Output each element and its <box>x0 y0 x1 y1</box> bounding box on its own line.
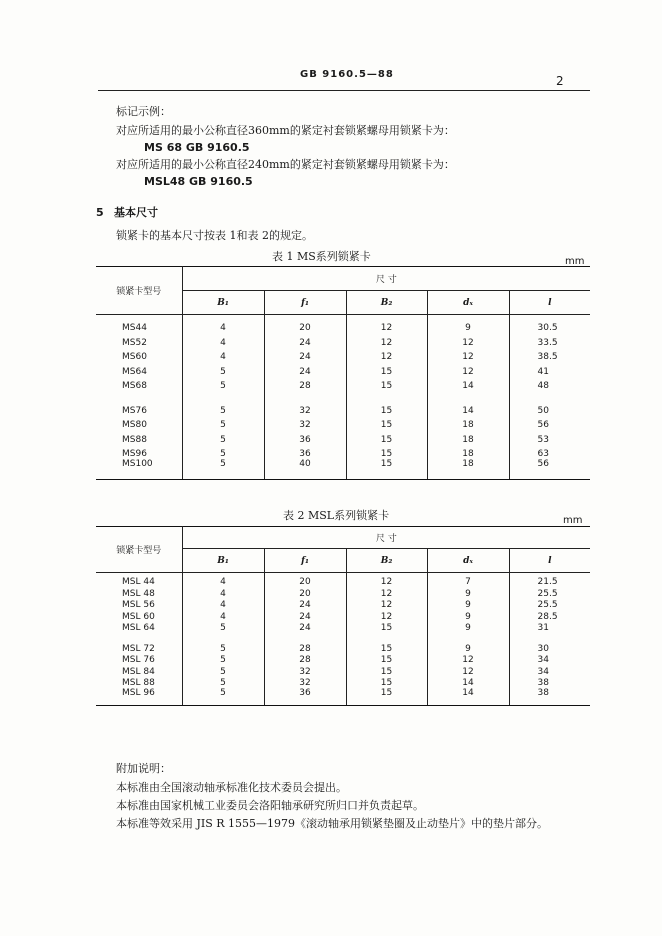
cell-b1: 4 <box>182 333 264 348</box>
cell-f1: 28 <box>264 633 346 654</box>
table1 <box>96 266 590 480</box>
cell-b1: 5 <box>182 688 264 706</box>
cell-l: 63 <box>537 449 549 459</box>
cell-l: 38 <box>509 688 590 706</box>
table1-model-header: 锁紧卡型号 <box>96 267 182 315</box>
table2-col-b1: B₁ <box>182 549 264 573</box>
cell-b1: 5 <box>182 362 264 377</box>
notes-line-1: 本标准由全国滚动轴承标准化技术委员会提出。 <box>116 781 347 794</box>
table2-unit: mm <box>563 515 583 526</box>
cell-b2: 12 <box>346 587 427 599</box>
cell-l: 30 <box>537 643 549 654</box>
cell-b2: 15 <box>346 633 427 654</box>
cell-model: MSL 44 <box>96 573 182 588</box>
cell-b2: 15 <box>346 654 427 666</box>
cell-b1: 5 <box>182 377 264 392</box>
cell-b1: 5 <box>182 416 264 431</box>
cell-f1: 24 <box>264 610 346 622</box>
cell-f1: 20 <box>264 315 346 334</box>
standard-code: GB 9160.5—88 <box>300 69 394 80</box>
cell-l: 56 <box>509 459 590 480</box>
example-mark-1: MS 68 GB 9160.5 <box>144 141 250 154</box>
notes-line-3: 本标准等效采用 JIS R 1555—1979《滚动轴承用锁紧垫圈及止动垫片》中的垫片部分。 <box>116 817 549 830</box>
cell-dx: 14 <box>427 391 509 416</box>
table-row <box>96 362 590 377</box>
cell-l: 48 <box>537 381 549 391</box>
table1-col-f1: f₁ <box>264 291 346 315</box>
cell-model: MS80 <box>96 416 182 431</box>
cell-dx: 18 <box>427 416 509 431</box>
cell-dx: 9 <box>427 599 509 611</box>
cell-dx: 18 <box>427 430 509 445</box>
cell-b2: 15 <box>346 459 427 480</box>
cell-b2: 15 <box>346 362 427 377</box>
cell-b1: 4 <box>182 587 264 599</box>
cell-model: MS88 <box>96 430 182 445</box>
table-row <box>96 665 590 677</box>
cell-f1: 20 <box>264 587 346 599</box>
table-row <box>96 348 590 363</box>
table1-col-b1: B₁ <box>182 291 264 315</box>
cell-dx: 18 <box>427 459 509 480</box>
header-rule <box>98 90 590 91</box>
table1-col-dx: dₓ <box>427 291 509 315</box>
cell-l: 38 <box>537 678 549 688</box>
cell-dx: 9 <box>427 610 509 622</box>
table1-col-l: l <box>509 291 590 315</box>
cell-dx: 12 <box>427 333 509 348</box>
table-row <box>96 416 590 431</box>
cell-b2: 12 <box>346 315 427 334</box>
cell-dx: 12 <box>427 665 509 677</box>
table2-caption: 表 2 MSL系列锁紧卡 <box>283 509 390 522</box>
cell-model: MS44 <box>96 315 182 334</box>
cell-b2: 15 <box>346 377 427 392</box>
cell-b1: 5 <box>182 633 264 654</box>
cell-b1: 5 <box>182 445 264 460</box>
example-mark-2: MSL48 GB 9160.5 <box>144 175 253 188</box>
table2-col-b2: B₂ <box>346 549 427 573</box>
cell-f1: 20 <box>264 573 346 588</box>
cell-b1: 4 <box>182 610 264 622</box>
table-row <box>96 377 590 392</box>
cell-dx: 14 <box>427 688 509 706</box>
cell-l: 38.5 <box>537 352 558 362</box>
cell-b2: 12 <box>346 599 427 611</box>
table2-col-dx: dₓ <box>427 549 509 573</box>
cell-f1: 28 <box>264 654 346 666</box>
cell-f1: 24 <box>264 362 346 377</box>
cell-model: MS68 <box>96 377 182 392</box>
cell-b1: 5 <box>182 391 264 416</box>
cell-f1: 24 <box>264 599 346 611</box>
cell-model: MS76 <box>96 391 182 416</box>
cell-l: 34 <box>537 666 549 677</box>
cell-f1: 32 <box>264 665 346 677</box>
cell-model: MSL 88 <box>96 677 182 689</box>
cell-f1: 28 <box>264 377 346 392</box>
section-number: 5 <box>96 206 104 219</box>
cell-l: 53 <box>537 434 549 445</box>
cell-f1: 32 <box>264 391 346 416</box>
cell-model: MSL 72 <box>96 633 182 654</box>
cell-b1: 5 <box>182 459 264 480</box>
table-row <box>96 587 590 599</box>
cell-f1: 32 <box>264 416 346 431</box>
table-row <box>96 677 590 689</box>
cell-l: 21.5 <box>537 577 558 587</box>
table-row <box>96 654 590 666</box>
cell-dx: 9 <box>427 633 509 654</box>
cell-b1: 5 <box>182 622 264 634</box>
table1-dim-header: 尺 寸 <box>182 267 590 291</box>
cell-b1: 5 <box>182 677 264 689</box>
cell-l: 30.5 <box>537 323 558 333</box>
cell-model: MS52 <box>96 333 182 348</box>
cell-b1: 4 <box>182 315 264 334</box>
cell-dx: 9 <box>427 622 509 634</box>
cell-model: MS100 <box>96 459 182 480</box>
table-row <box>96 430 590 445</box>
cell-b1: 4 <box>182 599 264 611</box>
cell-b1: 4 <box>182 348 264 363</box>
table2-col-f1: f₁ <box>264 549 346 573</box>
section-intro: 锁紧卡的基本尺寸按表 1和表 2的规定。 <box>116 229 313 242</box>
cell-b2: 15 <box>346 688 427 706</box>
table-row <box>96 610 590 622</box>
table1-unit: mm <box>565 256 585 267</box>
cell-dx: 7 <box>427 573 509 588</box>
cell-f1: 36 <box>264 688 346 706</box>
cell-l: 41 <box>537 366 549 377</box>
table-row <box>96 391 590 416</box>
cell-model: MSL 76 <box>96 654 182 666</box>
cell-dx: 12 <box>427 654 509 666</box>
cell-f1: 40 <box>264 459 346 480</box>
cell-f1: 24 <box>264 348 346 363</box>
table2-model-header: 锁紧卡型号 <box>96 527 182 573</box>
cell-b2: 15 <box>346 416 427 431</box>
table-row <box>96 445 590 460</box>
table2 <box>96 526 590 706</box>
cell-dx: 9 <box>427 587 509 599</box>
cell-dx: 9 <box>427 315 509 334</box>
cell-l: 34 <box>537 655 549 665</box>
table-row <box>96 315 590 334</box>
cell-b2: 12 <box>346 573 427 588</box>
cell-b1: 5 <box>182 430 264 445</box>
cell-b2: 12 <box>346 333 427 348</box>
cell-l: 25.5 <box>537 588 558 599</box>
cell-l: 50 <box>537 405 549 416</box>
cell-model: MSL 56 <box>96 599 182 611</box>
cell-b1: 5 <box>182 654 264 666</box>
cell-f1: 36 <box>264 445 346 460</box>
cell-model: MSL 84 <box>96 665 182 677</box>
cell-b2: 15 <box>346 665 427 677</box>
table-row <box>96 622 590 634</box>
cell-l: 33.5 <box>537 337 558 348</box>
cell-model: MS64 <box>96 362 182 377</box>
table-row <box>96 633 590 654</box>
cell-l: 25.5 <box>537 600 558 610</box>
cell-model: MS96 <box>96 445 182 460</box>
cell-b1: 4 <box>182 573 264 588</box>
example-title: 标记示例： <box>116 105 171 118</box>
cell-f1: 24 <box>264 333 346 348</box>
notes-title: 附加说明： <box>116 762 171 775</box>
cell-f1: 24 <box>264 622 346 634</box>
cell-b2: 15 <box>346 391 427 416</box>
table2-col-l: l <box>509 549 590 573</box>
cell-dx: 18 <box>427 445 509 460</box>
cell-f1: 36 <box>264 430 346 445</box>
cell-f1: 32 <box>264 677 346 689</box>
notes-line-2: 本标准由国家机械工业委员会洛阳轴承研究所归口并负责起草。 <box>116 799 424 812</box>
table1-col-b2: B₂ <box>346 291 427 315</box>
cell-b2: 15 <box>346 622 427 634</box>
cell-model: MSL 64 <box>96 622 182 634</box>
table1-caption: 表 1 MS系列锁紧卡 <box>272 250 371 263</box>
table-row <box>96 459 590 480</box>
cell-b1: 5 <box>182 665 264 677</box>
cell-model: MS60 <box>96 348 182 363</box>
table-row <box>96 333 590 348</box>
cell-b2: 15 <box>346 430 427 445</box>
cell-b2: 12 <box>346 610 427 622</box>
example-line-1: 对应所适用的最小公称直径360mm的紧定衬套锁紧螺母用锁紧卡为： <box>116 124 455 137</box>
cell-b2: 15 <box>346 445 427 460</box>
cell-dx: 12 <box>427 348 509 363</box>
cell-model: MSL 60 <box>96 610 182 622</box>
cell-model: MSL 48 <box>96 587 182 599</box>
table-row <box>96 688 590 706</box>
table2-dim-header: 尺 寸 <box>182 527 590 549</box>
cell-b2: 15 <box>346 677 427 689</box>
section-title: 基本尺寸 <box>114 206 158 219</box>
cell-dx: 14 <box>427 677 509 689</box>
cell-l: 28.5 <box>537 611 558 622</box>
cell-model: MSL 96 <box>96 688 182 706</box>
cell-l: 31 <box>537 623 549 633</box>
cell-dx: 12 <box>427 362 509 377</box>
example-line-2: 对应所适用的最小公称直径240mm的紧定衬套锁紧螺母用锁紧卡为： <box>116 158 455 171</box>
page-number: 2 <box>556 74 564 88</box>
table-row <box>96 599 590 611</box>
table-row <box>96 573 590 588</box>
cell-b2: 12 <box>346 348 427 363</box>
cell-l: 56 <box>537 420 549 430</box>
cell-dx: 14 <box>427 377 509 392</box>
